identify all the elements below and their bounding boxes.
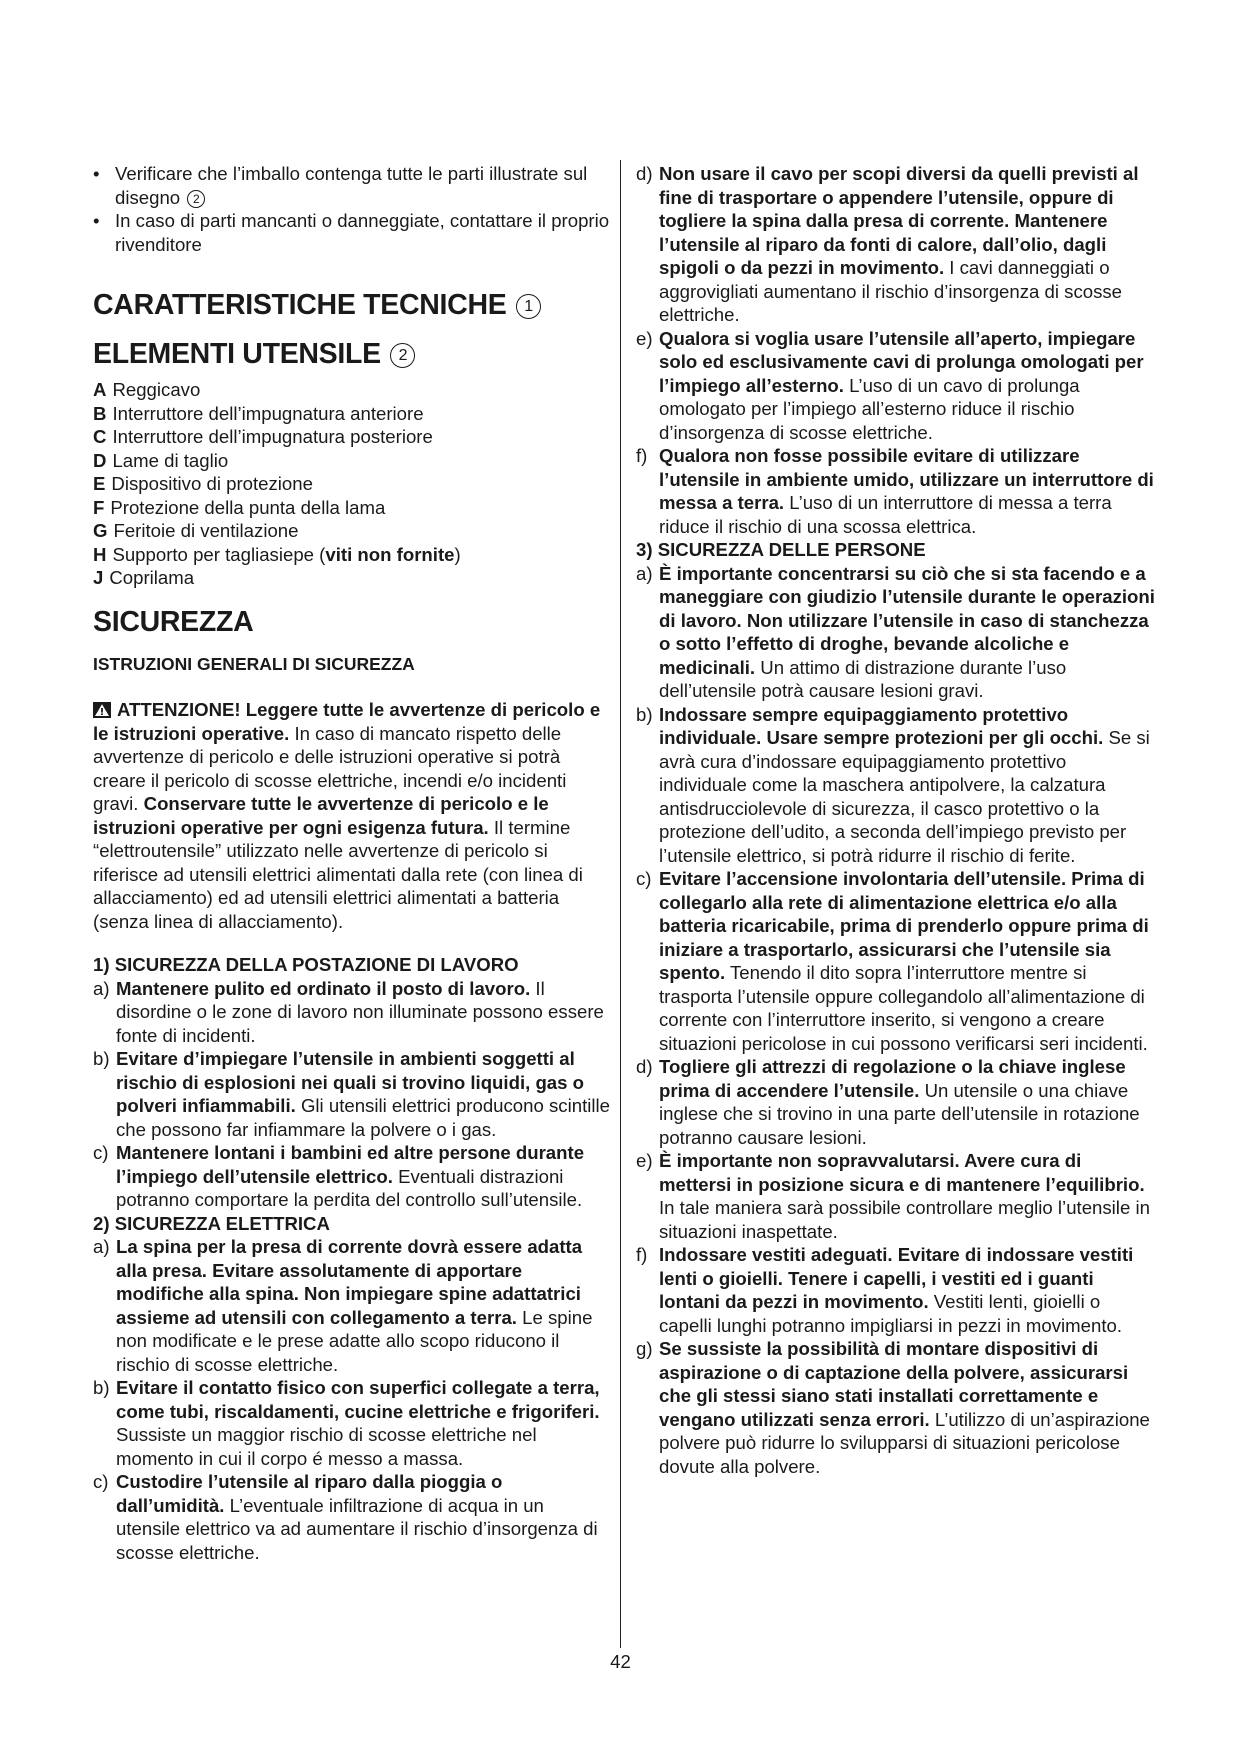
item-label: e): [636, 327, 653, 349]
list-item: [636, 327, 1156, 445]
item-bold: Mantenere lontani i bambini ed altre persone durante l’impiego dell’utensile elettrico.: [116, 1142, 585, 1187]
item-text: L’uso di un cavo di prolunga omologato per l’impiego all’esterno riduce il rischio d’insorgenza di scosse elettriche.: [659, 374, 1080, 443]
item-text: L’uso di un interruttore di messa a terra riduce il rischio di una scossa elettrica.: [659, 492, 1112, 537]
bullet-text: Verificare che l’imballo contenga tutte le parti illustrate sul disegno: [115, 163, 588, 208]
bullet-check-package: [93, 162, 613, 209]
part-letter: A: [93, 379, 107, 400]
page-number: 42: [610, 1651, 631, 1672]
item-bold: Evitare il contatto fisico con superfici collegate a terra, come tubi, riscaldamenti, cucine elettriche e frigoriferi.: [116, 1377, 600, 1422]
part-text-bold: viti non fornite: [325, 543, 455, 565]
item-label: f): [636, 1244, 648, 1265]
list-item: [636, 867, 1156, 1055]
part-letter: C: [93, 426, 107, 447]
section-title-electrical: 2) SICUREZZA ELETTRICA: [93, 1212, 330, 1234]
item-text: L’utilizzo di un’aspirazione polvere può ridurre lo svilupparsi di situazioni pericolose dovute alla polvere.: [659, 1408, 1150, 1477]
item-bold: Indossare sempre equipaggiamento protettivo individuale. Usare sempre protezioni per gli occhi.: [659, 703, 1104, 748]
part-letter: G: [93, 520, 108, 541]
item-bold: Togliere gli attrezzi di regolazione o la chiave inglese prima di accendere l’utensile.: [659, 1056, 1126, 1101]
list-item: [636, 1243, 1156, 1337]
item-text: L’eventuale infiltrazione di acqua in un utensile elettrico va ad aumentare il rischio d’insorgenza di scosse elettriche.: [116, 1494, 598, 1563]
list-item: [93, 1141, 613, 1212]
heading-text: CARATTERISTICHE TECNICHE: [93, 289, 507, 321]
item-text: Il disordine o le zone di lavoro non illuminate possono essere fonte di incidenti.: [116, 977, 604, 1046]
list-item: [93, 977, 613, 1048]
item-label: a): [93, 977, 110, 999]
figure-ref-badge: 2: [187, 190, 205, 208]
heading-safety: SICUREZZA: [93, 605, 254, 638]
item-bold: Mantenere pulito ed ordinato il posto di lavoro.: [116, 977, 531, 999]
part-text: Protezione della punta della lama: [110, 496, 386, 518]
item-text: Se si avrà cura d’indossare equipaggiamento protettivo individuale come la maschera antipolvere, la calzatura antisdrucciolevole di sicurezza, il casco protettivo o la protezione dell’udito, a seconda dell’impiego previsto per l’utensile elettrico, si potrà ridurre il rischio di ferite.: [659, 727, 1150, 866]
list-item: [93, 1047, 613, 1141]
item-bold: È importante non sopravvalutarsi. Avere cura di mettersi in posizione sicura e di mantenere l’equilibrio.: [659, 1150, 1145, 1195]
item-text: Sussiste un maggior rischio di scosse elettriche nel momento in cui il corpo é messo a massa.: [116, 1424, 537, 1469]
item-label: a): [636, 562, 653, 584]
part-item: [93, 425, 613, 449]
item-bold: Evitare l’accensione involontaria dell’utensile. Prima di collegarlo alla rete di alimentazione elettrica e/o alla batteria ricaricabile, prima di prenderlo oppure prima di iniziare a trasportarlo, assicurarsi che l’utensile sia spento.: [659, 868, 1149, 983]
item-bold: Custodire l’utensile al riparo dalla pioggia o dall’umidità.: [116, 1471, 503, 1516]
heading-text: ELEMENTI UTENSILE: [93, 338, 381, 370]
right-column: [636, 162, 1156, 1478]
part-text: Interruttore dell’impugnatura posteriore: [112, 426, 433, 447]
item-text: In tale maniera sarà possibile controllare meglio l’utensile in situazioni inaspettate.: [659, 1197, 1150, 1242]
item-text: Eventuali distrazioni potranno comportare la perdita del controllo sull’utensile.: [116, 1165, 583, 1210]
item-label: g): [636, 1338, 653, 1359]
part-text: Supporto per tagliasiepe (: [112, 543, 326, 565]
list-item: [93, 1470, 613, 1564]
part-text: Coprilama: [109, 567, 195, 588]
list-item: [636, 562, 1156, 703]
part-letter: D: [93, 449, 107, 471]
part-text: Reggicavo: [112, 379, 201, 400]
item-bold: Se sussiste la possibilità di montare dispositivi di aspirazione o di captazione della polvere, assicurarsi che gli stessi siano stati installati correttamente e vengano utilizzati senza errori.: [659, 1338, 1129, 1430]
list-item: [93, 1376, 613, 1470]
item-label: b): [93, 1048, 110, 1069]
item-label: c): [93, 1471, 109, 1492]
part-item: [93, 496, 613, 520]
item-text: I cavi danneggiati o aggrovigliati aumentano il rischio d’insorgenza di scosse elettriche.: [659, 257, 1123, 325]
list-item: [636, 444, 1156, 538]
part-text-tail: ): [454, 543, 461, 565]
item-text: Un utensile o una chiave inglese che si trovino in una parte dell’utensile in rotazione potranno causare lesioni.: [659, 1079, 1140, 1148]
left-column: [93, 162, 613, 1564]
item-label: c): [636, 868, 652, 889]
item-text: Un attimo di distrazione durante l’uso dell’utensile potrà causare lesioni gravi.: [659, 656, 1067, 701]
list-item: [93, 1235, 613, 1376]
section-title-personal: 3) SICUREZZA DELLE PERSONE: [636, 539, 926, 560]
section-title-workplace: 1) SICUREZZA DELLA POSTAZIONE DI LAVORO: [93, 954, 519, 975]
part-text: Interruttore dell’impugnatura anteriore: [112, 402, 424, 424]
part-item: [93, 449, 613, 473]
item-bold: Indossare vestiti adeguati. Evitare di indossare vestiti lenti o gioielli. Tenere i capelli, i vestiti ed i guanti lontani da pezzi in movimento.: [659, 1244, 1134, 1312]
item-bold: Qualora si voglia usare l’utensile all’aperto, impiegare solo ed esclusivamente cavi di prolunga omologati per l’impiego all’esterno.: [659, 327, 1144, 396]
warning-paragraph: [93, 698, 613, 933]
item-label: a): [93, 1236, 110, 1257]
heading-tool-elements: [93, 337, 613, 371]
item-bold: È importante concentrarsi su ciò che si sta facendo e a maneggiare con giudizio l’utensile durante le operazioni di lavoro. Non utilizzare l’utensile in caso di stanchezza o sotto l’effetto di droghe, bevande alcoliche e medicinali.: [659, 562, 1155, 678]
item-bold: Evitare d’impiegare l’utensile in ambienti soggetti al rischio di esplosioni nei quali si trovino liquidi, gas o polveri infiammabili.: [116, 1048, 585, 1116]
warning-text-1: In caso di mancato rispetto delle avvertenze di pericolo e delle istruzioni operative si potrà creare il pericolo di scosse elettriche, incendi e/o incidenti gravi.: [93, 722, 567, 814]
parts-list: [93, 378, 613, 590]
item-text: Le spine non modificate e le prese adatte allo scopo riducono il rischio di scosse elettriche.: [116, 1306, 593, 1375]
item-label: b): [93, 1377, 110, 1398]
part-item: [93, 519, 613, 543]
item-bold: Non usare il cavo per scopi diversi da quelli previsti al fine di trasportare o appendere l’utensile, oppure di togliere la spina dalla presa di corrente. Mantenere l’utensile al riparo da fonti di calore, dall’olio, dagli spigoli o da pezzi in movimento.: [659, 163, 1139, 278]
warning-text-2: Il termine “elettroutensile” utilizzato nelle avvertenze di pericolo si riferisce ad utensili elettrici alimentati dalla rete (con linea di allacciamento) ed ad utensili elettrici alimentati a batteria (senza linea di allacciamento).: [93, 816, 583, 932]
item-label: c): [93, 1142, 109, 1163]
list-item: [636, 162, 1156, 327]
part-letter: F: [93, 496, 105, 518]
part-text: Lame di taglio: [112, 449, 229, 471]
warning-bold-1: ATTENZIONE! Leggere tutte le avvertenze di pericolo e le istruzioni operative.: [93, 699, 601, 744]
part-item: [93, 472, 613, 496]
part-letter: J: [93, 567, 104, 588]
list-item: [636, 703, 1156, 868]
item-text: Tenendo il dito sopra l’interruttore mentre si trasporta l’utensile oppure collegandolo all’alimentazione di corrente con l’interruttore inserito, si vengono a creare situazioni pericolose in cui possono verificarsi seri incidenti.: [659, 962, 1148, 1054]
part-item: [93, 566, 613, 590]
item-bold: Qualora non fosse possibile evitare di utilizzare l’utensile in ambiente umido, utilizzare un interruttore di messa a terra.: [659, 445, 1154, 513]
item-label: d): [636, 163, 653, 184]
warning-triangle-icon: [93, 702, 111, 718]
part-item: [93, 402, 613, 426]
part-text: Dispositivo di protezione: [111, 473, 313, 494]
figure-ref-badge: 1: [516, 294, 541, 319]
part-letter: E: [93, 473, 106, 494]
list-item: [636, 1337, 1156, 1478]
heading-general-instructions: ISTRUZIONI GENERALI DI SICUREZZA: [93, 653, 415, 674]
column-divider: [620, 160, 621, 1648]
part-item: [93, 378, 613, 402]
item-label: b): [636, 703, 653, 725]
figure-ref-badge: 2: [390, 343, 415, 368]
heading-technical-specs: [93, 288, 613, 322]
list-item: [636, 1055, 1156, 1149]
part-item: [93, 543, 613, 567]
item-bold: La spina per la presa di corrente dovrà essere adatta alla presa. Evitare assolutamente di apportare modifiche alla spina. Non impiegare spine adattatrici assieme ad utensili con collegamento a terra.: [116, 1236, 583, 1328]
item-label: d): [636, 1056, 653, 1077]
part-text: Feritoie di ventilazione: [113, 520, 299, 541]
warning-bold-2: Conservare tutte le avvertenze di pericolo e le istruzioni operative per ogni esigenza futura.: [93, 793, 549, 838]
bullet-missing-parts: • In caso di parti mancanti o danneggiate, contattare il proprio rivenditore: [93, 209, 613, 256]
part-letter: B: [93, 402, 107, 424]
item-text: Gli utensili elettrici producono scintille che possono far infiammare la polvere o i gas.: [116, 1095, 610, 1140]
item-label: e): [636, 1150, 653, 1171]
item-label: f): [636, 445, 648, 466]
part-letter: H: [93, 543, 107, 565]
list-item: [636, 1149, 1156, 1243]
item-text: Vestiti lenti, gioielli o capelli lunghi potranno impigliarsi in pezzi in movimento.: [659, 1291, 1123, 1336]
